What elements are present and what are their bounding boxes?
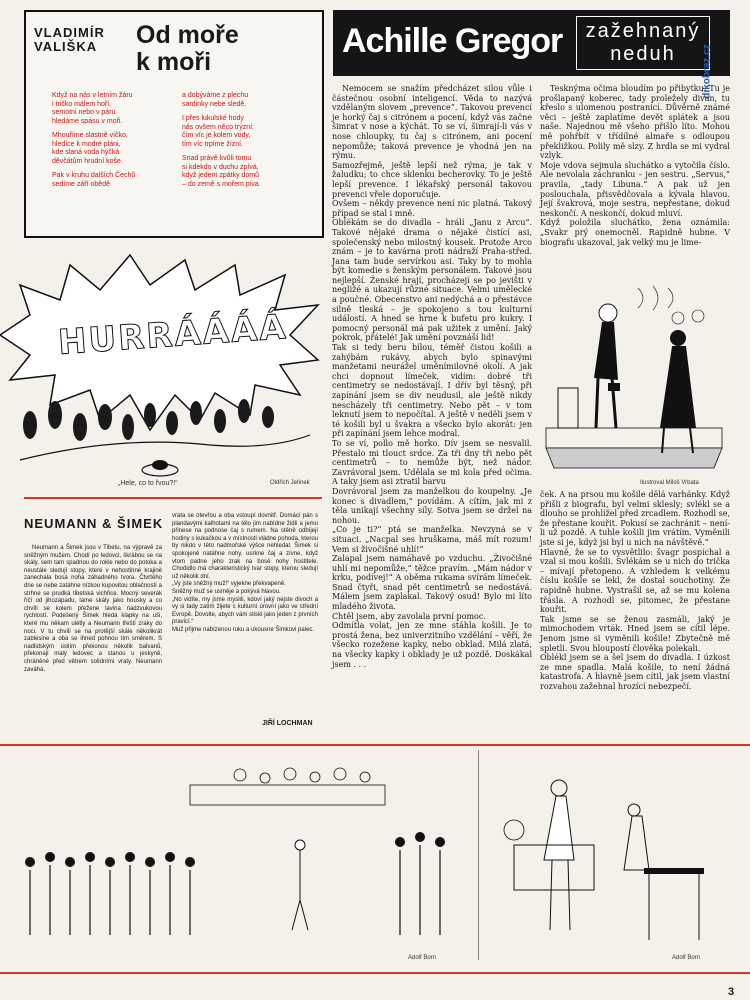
poem-stanza: Snad právě kvůli tomu si kdekdo v duchu zpívá, když jedem zpátky domů – do země s mořem piva.	[182, 155, 261, 188]
neumann-author: JIŘÍ LOCHMAN	[262, 720, 313, 727]
poem-stanza: a dobýváme z plechu sardinky nebe sledě.	[182, 92, 249, 108]
neumann-column-right: vrata se otevřou a oba vstoupí dovnitř. Domácí pán s plandavými kalhotami na tělo jim nabídne židli a jemu přinese na podnose čaj s rumem. Na stěně odbíjejí hodiny s kukačkou a v místnosti vládne pohoda, kterou by nikdo v této nadmořské výšce nehledal. Šimek si spokojeně natáhne nohy, usrkne čaj a zívne, když vtom padne jeho zrak na bosé nohy hostitele. Chodidlo má charakteristický tvar stopy, kterou sledují už několik dní. „Vy jste sněžný muž!“ vyjekne překvapeně. Sněžný muž se usměje a pokývá hlavou. „No vidíte, my jsme myslili, kdoví jaký nejste divoch a vy si tady zatím žijete s kulturní úrovní jako ve střední Evropě. Dovolte, abych vám stiskl jako jeden z prvních pravicí.“ Muž přijme nabízenou ruku a ukousne Šimkovi palec.	[172, 513, 318, 633]
neumann-column-left: Neumann a Šimek jsou v Tibetu, na výpravě za sněžným mužem. Chodí po ledovci, škrábou se na skály, sem tam spadnou do rokle nebo do potoka a neustále sledují stopy, které v nehostinné krajině zanechala bosá noha záhadného tvora. Čtvrtého dne se nebe zatáhne nízkou kupovitou oblačností a strhne se prudká tibetská vichřice. Mocný severák říčí od jihozápadu, láme skály jako housky a co chvíli se kolem přežene lavina nadzvukovou rychlostí. Podešený Šimek hledá klapky na uši, které mu někam ulétly a Neumann třeští zraky do noci. V tu chvíli se na protější skále několikrát zablesine a oba se ihned pohnou tím směrem. S nadlidským úsilím překonou několik balvanů, překonají malý ledovec a stanou u jeskyně, chráněné před větrem solidními vraty. Neumann zaváhá,	[24, 545, 162, 673]
divider-line	[24, 497, 322, 499]
article-illustration	[538, 278, 730, 478]
parade-credit: Adolf Born	[408, 955, 437, 961]
poem-title: Od moře k moři	[136, 21, 239, 76]
article-column-2-top: Tesknýma očima bloudím po přibytku. Tu je prošlapaný koberec, tady proležely divan, tu křeslo s ulomenou postranicí. Důvěrně známé věci – ještě zaplatíme devět splátek a jsou naše. Najednou mě všeho přišlo líto. Mohou mě pohřbít v třídílné almaře s odloupou překližkou. Polily mě slzy. Z hrdla se mi vydral vzlyk. Moje vdova sejmula sluchátko a vytočila číslo. Ale nevolala záchranku – jen sestru. „Servus,“ pravila, „tady Libuna.“ A pak už jen poslouchala, přisvědčovala a kývala hlavou. Její švakrová, moje sestra, nepřestane, dokud neskončí. A neskončí, dokud mluví. Když položila sluchátko, žena oznámila: „Svakr prý onemocněl. Rapidně hubne. V biografu ukazoval, jak velký mu je lime-	[540, 84, 730, 247]
bottom-divider	[0, 972, 750, 974]
cartoon-shout: HURRÁÁÁÁ	[56, 307, 289, 363]
article-title: zažehnaný neduh	[576, 16, 710, 70]
poem-author: VLADIMÍR VALIŠKA	[34, 25, 105, 54]
bottom-cartoon-divider	[478, 750, 479, 960]
poem-stanza: Pak v kruhu dalších Čechů sedíme září obědě	[52, 172, 136, 188]
article-column-1: Nemocem se snažím předcházet silou vůle i částečnou osobní inteligencí. Věda to nazývá vzdělaným slovem „prevence“. Takovou prevencí je horký čaj s citrónem a pocení, když vás začne šimrat v nose a kýchát. To se ví, šimrají-li vás v nose chloupky, tu čaj s citrónem, ani pocení nepomůže; taková prevence je vhodná jen na rýmu. Samozřejmě, ještě lepší než rýma, je tak v žaludku; to chce sklenku becherovky. To je ještě lepší prevence. I lékařský personál takovou prevenci vřele doporučuje. Ovšem – někdy prevence není nic platná. Takový případ se stal i mně. Oblékám se do divadla – hrálí „Janu z Arcu“. Takové nějaké drama o nějaké čistící asi, společenský nebo milostný kousek. Protože Arco znám – je to kavárna proti nádraží Praha-střed. Jana tam bude servírkou asi. Taky by to mohla být komedie s ženským personálem. Takové jsou nejlepší. Ženské hrají, procházejí se po jevišti v negližé a ukazují různé situace. Velmi umělecké a poučné. Obecenstvo ani nedýchá a o přestávce silně tleská – je spokojeno s tou kulturní událostí. A hned se hrne k bufetu pro kukry. I pomocný personál má pak užitek z umění. Jaký pokrok, přátelé! Jak umění povznáší lid! Tak si tedy beru bílou, téměř čistou košili a zahýbám rukávy, abych bylo spinavými manžetami neurážel uměnímilovné okolí. A jak chci dopnout límeček, vidím: dobré tři centimetry se nedostávají. I dřív byl těsný, při zapínání jsem se div neudusil, ale ještě nikdy nescházely tři centimetry. Nebo pět – v tom leknutí jsem to nepočítal. A ještě v neděli jsem v té košili byl u švakra a všecko bylo akorát: jen při zapínání jsem lehce modral. To se ví, pollo mě horko. Dív jsem se nesvalil. Přestalo mi tlouct srdce. Za tři dny tři nebo pět centimetrů – to nemůže být, než nádor. Zavrávoral jsem. Udělala se mi kola před očima. A taky jsem asi ztratil barvu Dovrávoral jsem za manželkou do koupelny. „Je konec s divadlem,“ povídám. A cítím, jak mi z těla unikají všechny síly. Sotva jsem se držel na nohou. „Co je ti?“ ptá se manželka. Nevzyná se v situaci. „Nacpal ses hruškama, máš mít rozum! Vem si živočišné uhlí!“ Zalapal jsem namáhavě po vzduchu. „Živočišné uhlí mi nepomůže,“ těžce pravím. „Mám nádor v krku, podívej!“ A oběma rukama svírám límeček. Snad čtyři, snad pět centimetrů se nedostává. Málem jsem zaplakal. Takový osud! Bylo mi líto mladého života. Chtěl jsem, aby zavolala první pomoc. Odmítla volat, jen ze mne stáhla košili. Je to prostá žena, bez univerzitního vzdělání – věří, že všecko rozežene kapky, nebo obklad. Milá zlatá, na všecky kapky i obklady je už pozdě. Doskákal jsem . . .	[332, 84, 532, 669]
cartoon-credit: Oldřich Jelínek	[270, 480, 310, 486]
illustration-credit: Ilustroval Miloš Vrbata	[640, 480, 699, 486]
article-author: Achille Gregor	[342, 22, 563, 60]
poem-stanza: Když na nás v letním žáru i tričko málem hoří, semotni nebo v páru hledáme spásu v moři.	[52, 92, 133, 125]
cartoon-kitchen	[484, 750, 730, 955]
poem-column-left	[52, 92, 172, 195]
bottom-divider-top	[0, 744, 750, 746]
poem-stanza: I přes lukulské hody nás ovšem něco trýzní: čím víc je kolem vody, tím víc trpíme žízní.	[182, 115, 254, 148]
illustration-drawing	[538, 278, 730, 478]
neumann-title: NEUMANN & ŠIMEK	[24, 516, 164, 531]
article-column-2-bottom: ček. A na prsou mu košile dělá varhánky. Když přišli z biografu, byl velmi sklesly; svlékl se a dlouho se prohlížel před zrcadlem. Rozhodl se, že přestane kouřit. Pokusí se zachránit – není-li už pozdě. A tuhle košili jim vrátím. Vyměnili jste si je, když jsi byl u nich na návštěvě.“ Hlavně, že se to vysvětlilo: švagr pospíchal a vzal si mou košili. Svlékám se u nich do trička – mívají přetopeno. A vzhledem k velkému číslu košile se lekl, že dostal souchotiny. Že rapidně hubne. Vystrašil se, až se mu kolena třásla. A rozhodl se, pitomec, že přestane kouřit. Tak jsme se se ženou zasmáli, jaký je mimochodem vrták. Hned jsem se cítil lépe. Jenom jsme si vyměnili košile! Zbytečně mě spletli. Svou hloupostí člověka polekali. Oblékl jsem se a šel jsem do divadla. I úzkost ze mne spadla. Malá košile, to není žádná katastrofa. A hlavně jsem cítil, jak jsem vlastní rozvahou zažehnal hrozící nebezpečí.	[540, 490, 730, 691]
side-url-text: dikobraz.cz	[701, 44, 713, 99]
cartoon-caption: „Hele, co to řvou?!“	[118, 480, 178, 487]
poem-stanza: Mhouříme slastně víčko, hledíce k modré pláni, kde slaná voda hýčká děvčátům hrudní koše.	[52, 132, 128, 165]
kitchen-credit: Adolf Born	[672, 955, 701, 961]
side-url	[701, 10, 750, 140]
parade-drawing	[0, 750, 470, 955]
cartoon-hurra-drawing	[0, 245, 322, 485]
page-number: 3	[728, 986, 735, 998]
cartoon-hurra	[0, 245, 322, 485]
cartoon-parade	[0, 750, 470, 955]
kitchen-drawing	[484, 750, 730, 955]
poem-column-right	[182, 92, 302, 195]
